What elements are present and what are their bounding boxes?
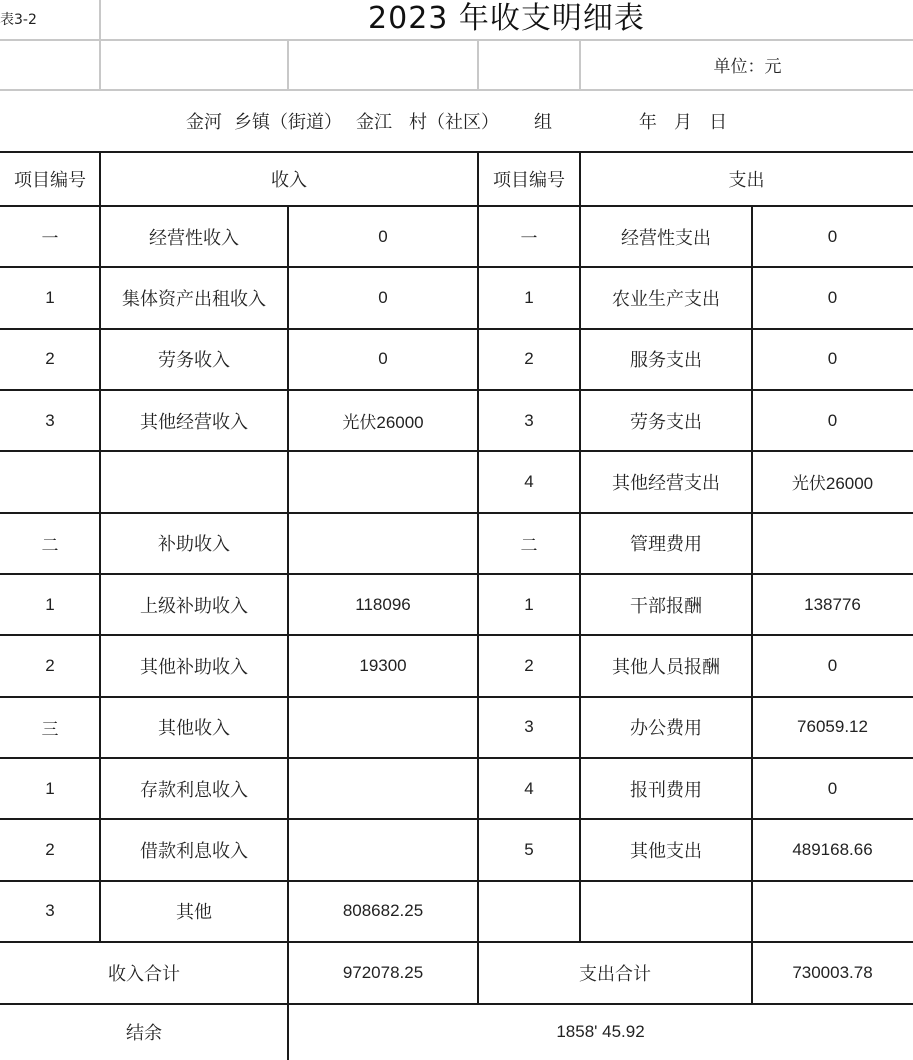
left-code: 2 bbox=[45, 839, 55, 859]
right-code: 二 bbox=[520, 535, 538, 555]
left-code: 3 bbox=[45, 410, 55, 430]
grid-line bbox=[0, 151, 913, 153]
income-item: 劳务收入 bbox=[158, 350, 230, 372]
grid-line bbox=[0, 941, 913, 943]
income-item: 借款利息收入 bbox=[140, 840, 248, 862]
right-code: 一 bbox=[520, 229, 538, 249]
income-value: 0 bbox=[378, 226, 388, 246]
right-code bbox=[478, 881, 580, 942]
grid-line bbox=[0, 818, 913, 820]
grid-line bbox=[751, 206, 753, 1004]
right-code: 1 bbox=[524, 287, 534, 307]
income-value bbox=[288, 451, 478, 512]
right-code: 4 bbox=[524, 471, 534, 491]
expense-item: 经营性支出 bbox=[621, 227, 711, 249]
left-code: 三 bbox=[41, 719, 59, 739]
expense-value: 76059.12 bbox=[797, 717, 868, 737]
grid-line bbox=[0, 266, 913, 268]
expense-value: 光伏26000 bbox=[791, 474, 874, 494]
grid-line bbox=[0, 205, 913, 207]
grid-line bbox=[0, 696, 913, 698]
form-code: 表3-2 bbox=[0, 12, 37, 28]
grid-line bbox=[287, 206, 289, 1060]
expense-item bbox=[580, 881, 752, 942]
left-code: 1 bbox=[45, 778, 55, 798]
income-value bbox=[288, 819, 478, 880]
header-left-code: 项目编号 bbox=[14, 170, 86, 191]
income-item: 其他经营收入 bbox=[140, 411, 248, 433]
expense-value bbox=[752, 881, 913, 942]
grid-line bbox=[477, 40, 479, 90]
grid-line bbox=[99, 152, 101, 942]
left-code: 3 bbox=[45, 901, 55, 921]
grid-line bbox=[0, 389, 913, 391]
township-suffix: 乡镇（街道） bbox=[234, 112, 342, 133]
expense-value: 0 bbox=[827, 655, 838, 675]
grid-line bbox=[579, 152, 581, 942]
income-total-value: 972078.25 bbox=[342, 963, 424, 982]
grid-line bbox=[0, 880, 913, 882]
income-value: 0 bbox=[378, 349, 388, 369]
right-code: 3 bbox=[524, 717, 534, 737]
left-code: 1 bbox=[45, 594, 55, 614]
expense-item: 报刊费用 bbox=[630, 779, 702, 801]
income-item: 其他收入 bbox=[158, 718, 230, 740]
right-code: 4 bbox=[524, 778, 534, 798]
village-suffix: 村（社区） bbox=[409, 112, 499, 133]
balance-label: 结余 bbox=[126, 1023, 162, 1044]
expense-value: 0 bbox=[827, 226, 838, 246]
group-label: 组 bbox=[534, 112, 552, 133]
income-value bbox=[288, 513, 478, 574]
township-name: 金河 bbox=[186, 112, 222, 133]
grid-line bbox=[99, 0, 101, 90]
expense-total-value: 730003.78 bbox=[792, 963, 873, 982]
left-code: 一 bbox=[41, 229, 59, 249]
income-value: 0 bbox=[378, 287, 388, 307]
expense-total-label: 支出合计 bbox=[579, 964, 651, 985]
header-expense: 支出 bbox=[728, 170, 765, 191]
expense-item: 劳务支出 bbox=[630, 411, 702, 433]
grid-line bbox=[0, 573, 913, 575]
expense-value: 0 bbox=[827, 410, 838, 430]
grid-line bbox=[0, 328, 913, 330]
grid-line bbox=[0, 89, 913, 91]
expense-value bbox=[752, 513, 913, 574]
expense-item: 管理费用 bbox=[630, 534, 702, 556]
income-item: 经营性收入 bbox=[149, 227, 239, 249]
grid-line bbox=[579, 40, 581, 90]
expense-value: 0 bbox=[827, 778, 838, 798]
income-item: 其他 bbox=[176, 902, 212, 924]
income-value: 19300 bbox=[359, 655, 407, 675]
left-code bbox=[0, 451, 100, 512]
header-income: 收入 bbox=[271, 170, 307, 191]
grid-line bbox=[0, 39, 913, 41]
income-value: 118096 bbox=[355, 594, 411, 614]
grid-line bbox=[0, 634, 913, 636]
right-code: 2 bbox=[524, 349, 534, 369]
expense-value: 489168.66 bbox=[792, 839, 873, 859]
unit-label: 单位：元 bbox=[713, 56, 782, 77]
expense-value: 0 bbox=[827, 349, 838, 369]
expense-value: 0 bbox=[827, 287, 838, 307]
income-item: 补助收入 bbox=[158, 534, 230, 556]
income-item: 上级补助收入 bbox=[140, 595, 248, 617]
grid-line bbox=[0, 512, 913, 514]
income-value: 808682.25 bbox=[342, 901, 424, 921]
income-item: 存款利息收入 bbox=[140, 779, 248, 801]
expense-item: 其他人员报酬 bbox=[612, 656, 720, 678]
left-code: 1 bbox=[45, 287, 55, 307]
left-code: 2 bbox=[45, 349, 55, 369]
expense-item: 其他经营支出 bbox=[612, 472, 720, 494]
right-code: 1 bbox=[524, 594, 534, 614]
grid-line bbox=[477, 152, 479, 1004]
expense-item: 其他支出 bbox=[630, 840, 702, 862]
expense-item: 服务支出 bbox=[630, 350, 702, 372]
village-name: 金江 bbox=[356, 112, 392, 133]
expense-item: 办公费用 bbox=[630, 718, 702, 740]
income-value bbox=[288, 697, 478, 758]
income-item: 其他补助收入 bbox=[140, 656, 248, 678]
date-label: 年 月 日 bbox=[638, 112, 728, 133]
right-code: 3 bbox=[524, 410, 534, 430]
right-code: 2 bbox=[524, 655, 534, 675]
sheet-title: 2023 年收支明细表 bbox=[368, 1, 645, 36]
income-value bbox=[288, 758, 478, 819]
left-code: 2 bbox=[45, 655, 55, 675]
grid-line bbox=[0, 757, 913, 759]
expense-item: 农业生产支出 bbox=[612, 288, 720, 310]
header-right-code: 项目编号 bbox=[493, 170, 565, 191]
income-value: 光伏26000 bbox=[342, 413, 424, 433]
balance-value: 1858' 45.92 bbox=[556, 1022, 645, 1041]
right-code: 5 bbox=[524, 839, 534, 859]
grid-line bbox=[0, 450, 913, 452]
income-item: 集体资产出租收入 bbox=[122, 288, 266, 310]
income-total-label: 收入合计 bbox=[108, 964, 180, 985]
left-code: 二 bbox=[41, 535, 59, 555]
grid-line bbox=[0, 1003, 913, 1005]
expense-item: 干部报酬 bbox=[630, 595, 702, 617]
grid-line bbox=[287, 40, 289, 90]
income-item bbox=[100, 451, 288, 512]
expense-value: 138776 bbox=[804, 594, 861, 614]
